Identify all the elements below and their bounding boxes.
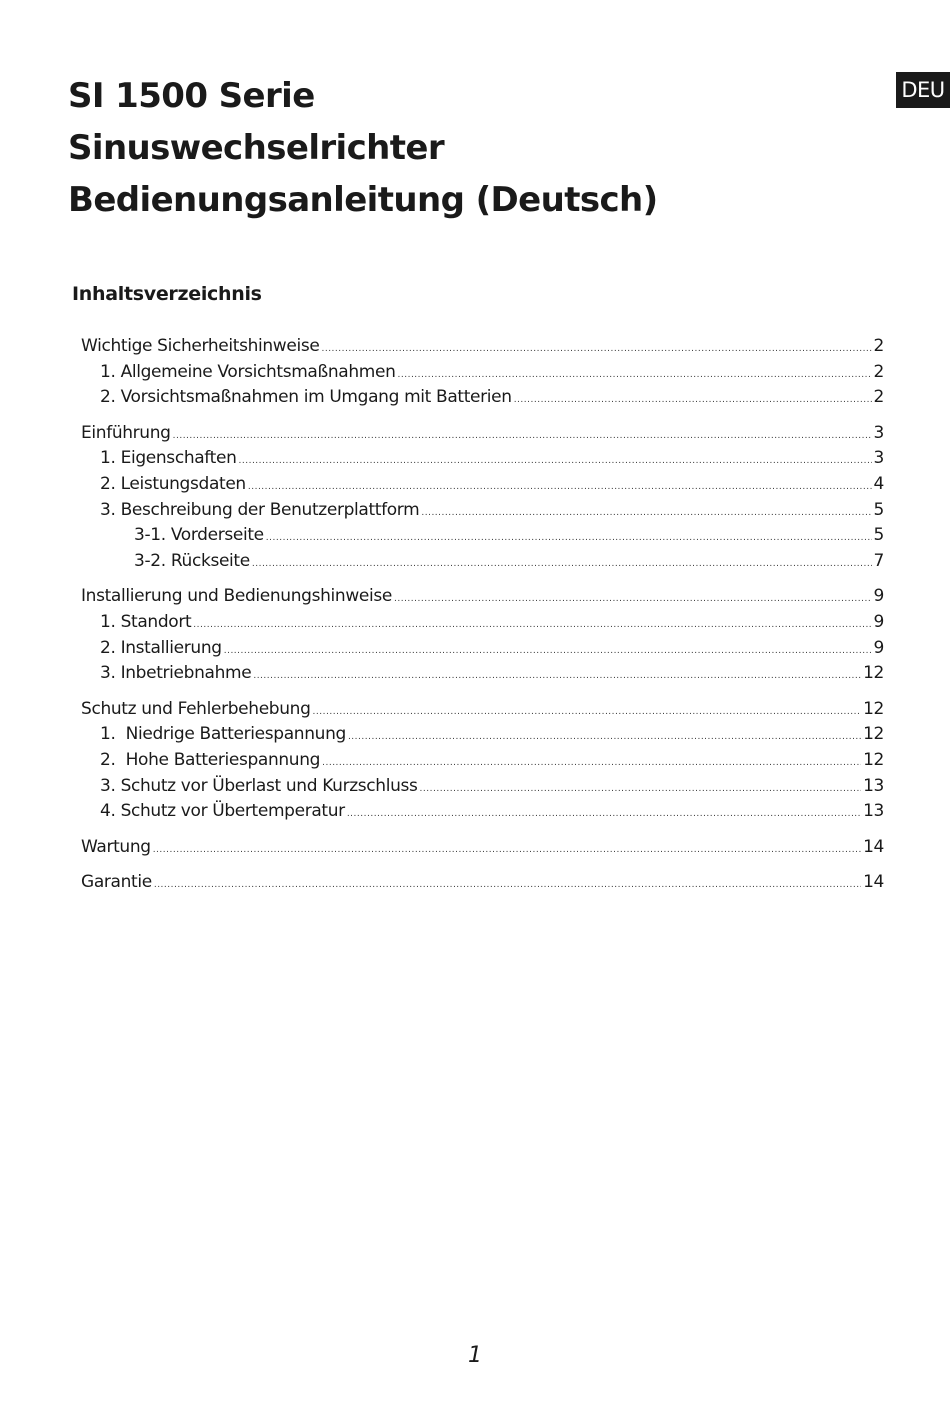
toc-entry-page: 12 [863,749,884,770]
toc-entry[interactable] [81,610,884,636]
dot-leader [347,802,861,828]
toc-entry-label: Schutz und Fehlerbehebung [81,698,311,719]
toc-entry-label: 1. Eigenschaften [100,448,237,469]
toc-entry-page: 2 [873,336,884,356]
toc-entry[interactable] [81,584,884,610]
dot-leader [394,587,872,613]
toc-entry-label: 3. Schutz vor Überlast und Kurzschluss [100,775,418,796]
toc-group [81,584,884,686]
toc-entry[interactable] [81,636,884,662]
toc-entry[interactable] [81,697,884,723]
toc-entry[interactable] [81,549,884,575]
toc-entry-page: 2 [873,361,884,382]
toc-entry-page: 5 [873,499,884,520]
toc-group [81,334,884,411]
toc-entry[interactable] [81,334,884,360]
dot-leader [239,449,872,475]
dot-leader [421,501,871,527]
toc-heading: Inhaltsverzeichnis [72,283,262,305]
toc-entry-label: 1. Standort [100,611,192,632]
document-title [68,70,658,226]
toc-entry-label: 1. Allgemeine Vorsichtsmaßnahmen [100,361,396,382]
toc-entry-label: 1. Niedrige Batteriespannung [100,724,346,745]
toc-entry-label: Installierung und Bedienungshinweise [81,586,392,607]
dot-leader [514,388,872,414]
toc-entry-page: 9 [873,586,884,607]
dot-leader [153,838,861,864]
title-line: SI 1500 Serie [68,76,315,116]
toc-entry[interactable] [81,661,884,687]
toc-entry[interactable] [81,421,884,447]
toc-entry-page: 3 [873,448,884,469]
toc-entry-page: 3 [873,422,884,443]
toc-entry-page: 9 [873,611,884,632]
toc-entry-label: 2. Installierung [100,637,222,658]
toc-entry-label: 3. Inbetriebnahme [100,663,252,684]
dot-leader [266,526,872,552]
toc-entry[interactable] [81,498,884,524]
toc-entry-label: Garantie [81,872,152,893]
dot-leader [348,725,861,751]
toc-entry-page: 5 [873,525,884,546]
toc-entry-label: Wichtige Sicherheitshinweise [81,336,320,356]
toc-entry[interactable] [81,360,884,386]
dot-leader [253,664,861,690]
toc-entry[interactable] [81,748,884,774]
toc-entry-page: 9 [873,637,884,658]
dot-leader [321,337,871,363]
toc-entry-page: 12 [863,724,884,745]
toc-group [81,870,884,896]
title-line: Sinuswechselrichter [68,128,445,168]
toc-entry-label: 3-2. Rückseite [134,550,250,571]
toc-entry[interactable] [81,385,884,411]
page-number: 1 [468,1343,482,1368]
toc-entry-page: 14 [863,872,884,893]
toc-entry-page: 13 [863,775,884,796]
toc-entry-page: 13 [863,801,884,822]
toc-entry-label: 2. Hohe Batteriespannung [100,749,321,770]
toc-entry-page: 12 [863,663,884,684]
dot-leader [154,873,861,899]
toc-entry-label: Wartung [81,836,151,857]
dot-leader [252,552,872,578]
dot-leader [173,424,872,450]
toc-entry-label: 2. Leistungsdaten [100,473,246,494]
toc-entry-page: 4 [873,473,884,494]
toc-entry[interactable] [81,523,884,549]
toc-group [81,421,884,575]
dot-leader [420,777,862,803]
title-line: Bedienungsanleitung (Deutsch) [68,180,658,220]
dot-leader [313,700,862,726]
toc-entry-label: 3-1. Vorderseite [134,525,264,546]
toc-entry[interactable] [81,870,884,896]
table-of-contents [81,334,884,906]
toc-entry-page: 14 [863,836,884,857]
toc-entry[interactable] [81,446,884,472]
toc-entry-page: 2 [873,387,884,408]
toc-entry-page: 7 [873,550,884,571]
toc-group [81,697,884,825]
toc-entry[interactable] [81,722,884,748]
toc-entry[interactable] [81,835,884,861]
language-badge: DEU [896,72,950,108]
toc-entry[interactable] [81,774,884,800]
toc-entry-page: 12 [863,698,884,719]
toc-group [81,835,884,861]
toc-entry-label: 2. Vorsichtsmaßnahmen im Umgang mit Batterien [100,387,512,408]
toc-entry-label: Einführung [81,422,171,443]
toc-entry[interactable] [81,799,884,825]
toc-entry[interactable] [81,472,884,498]
dot-leader [224,639,872,665]
dot-leader [193,613,871,639]
toc-entry-label: 3. Beschreibung der Benutzerplattform [100,499,420,520]
toc-entry-label: 4. Schutz vor Übertemperatur [100,801,345,822]
